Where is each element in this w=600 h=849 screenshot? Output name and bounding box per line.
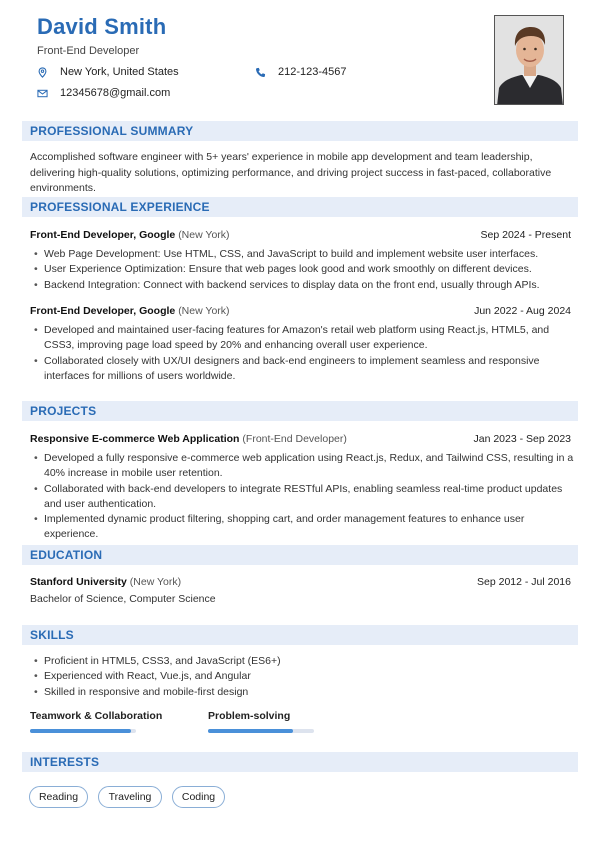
contact-email <box>37 87 170 99</box>
section-skills-header <box>22 625 578 645</box>
resume-header <box>37 14 477 57</box>
email-text: 12345678@gmail.com <box>60 87 171 99</box>
list-item: • Collaborated closely with UX/UI designers and back-end engineers to implement seamless and responsive interfaces for millions of users worldwide. <box>44 354 579 385</box>
education-dates: Sep 2012 - Jul 2016 <box>477 576 571 588</box>
section-title: INTERESTS <box>30 755 100 769</box>
job-title-line <box>30 229 230 241</box>
candidate-role: Front-End Developer <box>37 45 140 57</box>
contact-location <box>37 66 179 78</box>
profile-photo <box>494 15 564 105</box>
education-title-line <box>30 576 181 588</box>
school-name: Stanford University <box>30 576 127 588</box>
job-dates: Sep 2024 - Present <box>480 229 571 241</box>
candidate-name: David Smith <box>37 14 167 39</box>
project-dates: Jan 2023 - Sep 2023 <box>473 433 571 445</box>
interest-tag: Traveling <box>98 786 162 808</box>
skill-bar-fill <box>30 729 131 733</box>
section-summary-header <box>22 121 578 141</box>
project-role: (Front-End Developer) <box>242 433 347 445</box>
section-experience-header <box>22 197 578 217</box>
job-title-line <box>30 305 230 317</box>
list-item: • Developed and maintained user-facing features for Amazon's retail web platform using React.js, HTML5, and CSS3, improving page load speed by 20% and enhancing overall user experience. <box>44 323 579 354</box>
project-title: Responsive E-commerce Web Application <box>30 433 240 445</box>
list-item: • Proficient in HTML5, CSS3, and JavaScript (ES6+) <box>44 654 579 669</box>
project-title-line <box>30 433 347 445</box>
skills-bullets <box>44 654 579 700</box>
skill-bar-fill <box>208 729 293 733</box>
section-title: PROJECTS <box>30 404 97 418</box>
section-title: SKILLS <box>30 628 74 642</box>
section-interests-header <box>22 752 578 772</box>
list-item: • Implemented dynamic product filtering, shopping cart, and order management features to enhance user experience. <box>44 512 579 543</box>
phone-text: 212-123-4567 <box>278 66 347 78</box>
location-text: New York, United States <box>60 66 179 78</box>
section-education-header <box>22 545 578 565</box>
list-item: • Experienced with React, Vue.js, and Angular <box>44 669 579 684</box>
skill-bar-track <box>30 729 136 733</box>
list-item: • Web Page Development: Use HTML, CSS, and JavaScript to build and implement website user interfaces. <box>44 247 579 262</box>
section-title: EDUCATION <box>30 548 103 562</box>
portrait-image <box>495 16 564 105</box>
job-bullets <box>44 323 579 384</box>
interest-tag: Coding <box>172 786 225 808</box>
job-location: (New York) <box>178 305 230 317</box>
envelope-icon <box>37 88 48 99</box>
interest-tag: Reading <box>29 786 88 808</box>
job-title: Front-End Developer, Google <box>30 229 176 241</box>
job-bullets <box>44 247 579 293</box>
project-bullets <box>44 451 579 543</box>
list-item: • Collaborated with back-end developers to integrate RESTful APIs, enabling seamless real-time product updates and user authentication. <box>44 482 579 513</box>
list-item: • User Experience Optimization: Ensure that web pages look good and work smoothly on different devices. <box>44 262 579 277</box>
job-location: (New York) <box>178 229 230 241</box>
location-pin-icon <box>37 67 48 78</box>
skill-label: Problem-solving <box>208 710 291 722</box>
section-title: PROFESSIONAL SUMMARY <box>30 124 194 138</box>
section-title: PROFESSIONAL EXPERIENCE <box>30 200 210 214</box>
list-item: • Developed a fully responsive e-commerce web application using React.js, Redux, and Tailwind CSS, resulting in a 40% increase in mobile user retention. <box>44 451 579 482</box>
list-item: • Backend Integration: Connect with backend services to display data on the front end, usually through APIs. <box>44 278 579 293</box>
list-item: • Skilled in responsive and mobile-first design <box>44 685 579 700</box>
skill-bar-track <box>208 729 314 733</box>
contact-phone <box>255 66 347 78</box>
school-location: (New York) <box>129 576 182 588</box>
job-title: Front-End Developer, Google <box>30 305 176 317</box>
job-dates: Jun 2022 - Aug 2024 <box>474 305 571 317</box>
skill-label: Teamwork & Collaboration <box>30 710 163 722</box>
section-projects-header <box>22 401 578 421</box>
phone-icon <box>255 67 266 78</box>
degree-text: Bachelor of Science, Computer Science <box>30 593 216 605</box>
summary-text: Accomplished software engineer with 5+ years' experience in mobile app development and team leadership, delivering high-quality solutions, optimizing performance, and driving project success in fast-paced, collaborative environments. <box>30 151 552 194</box>
